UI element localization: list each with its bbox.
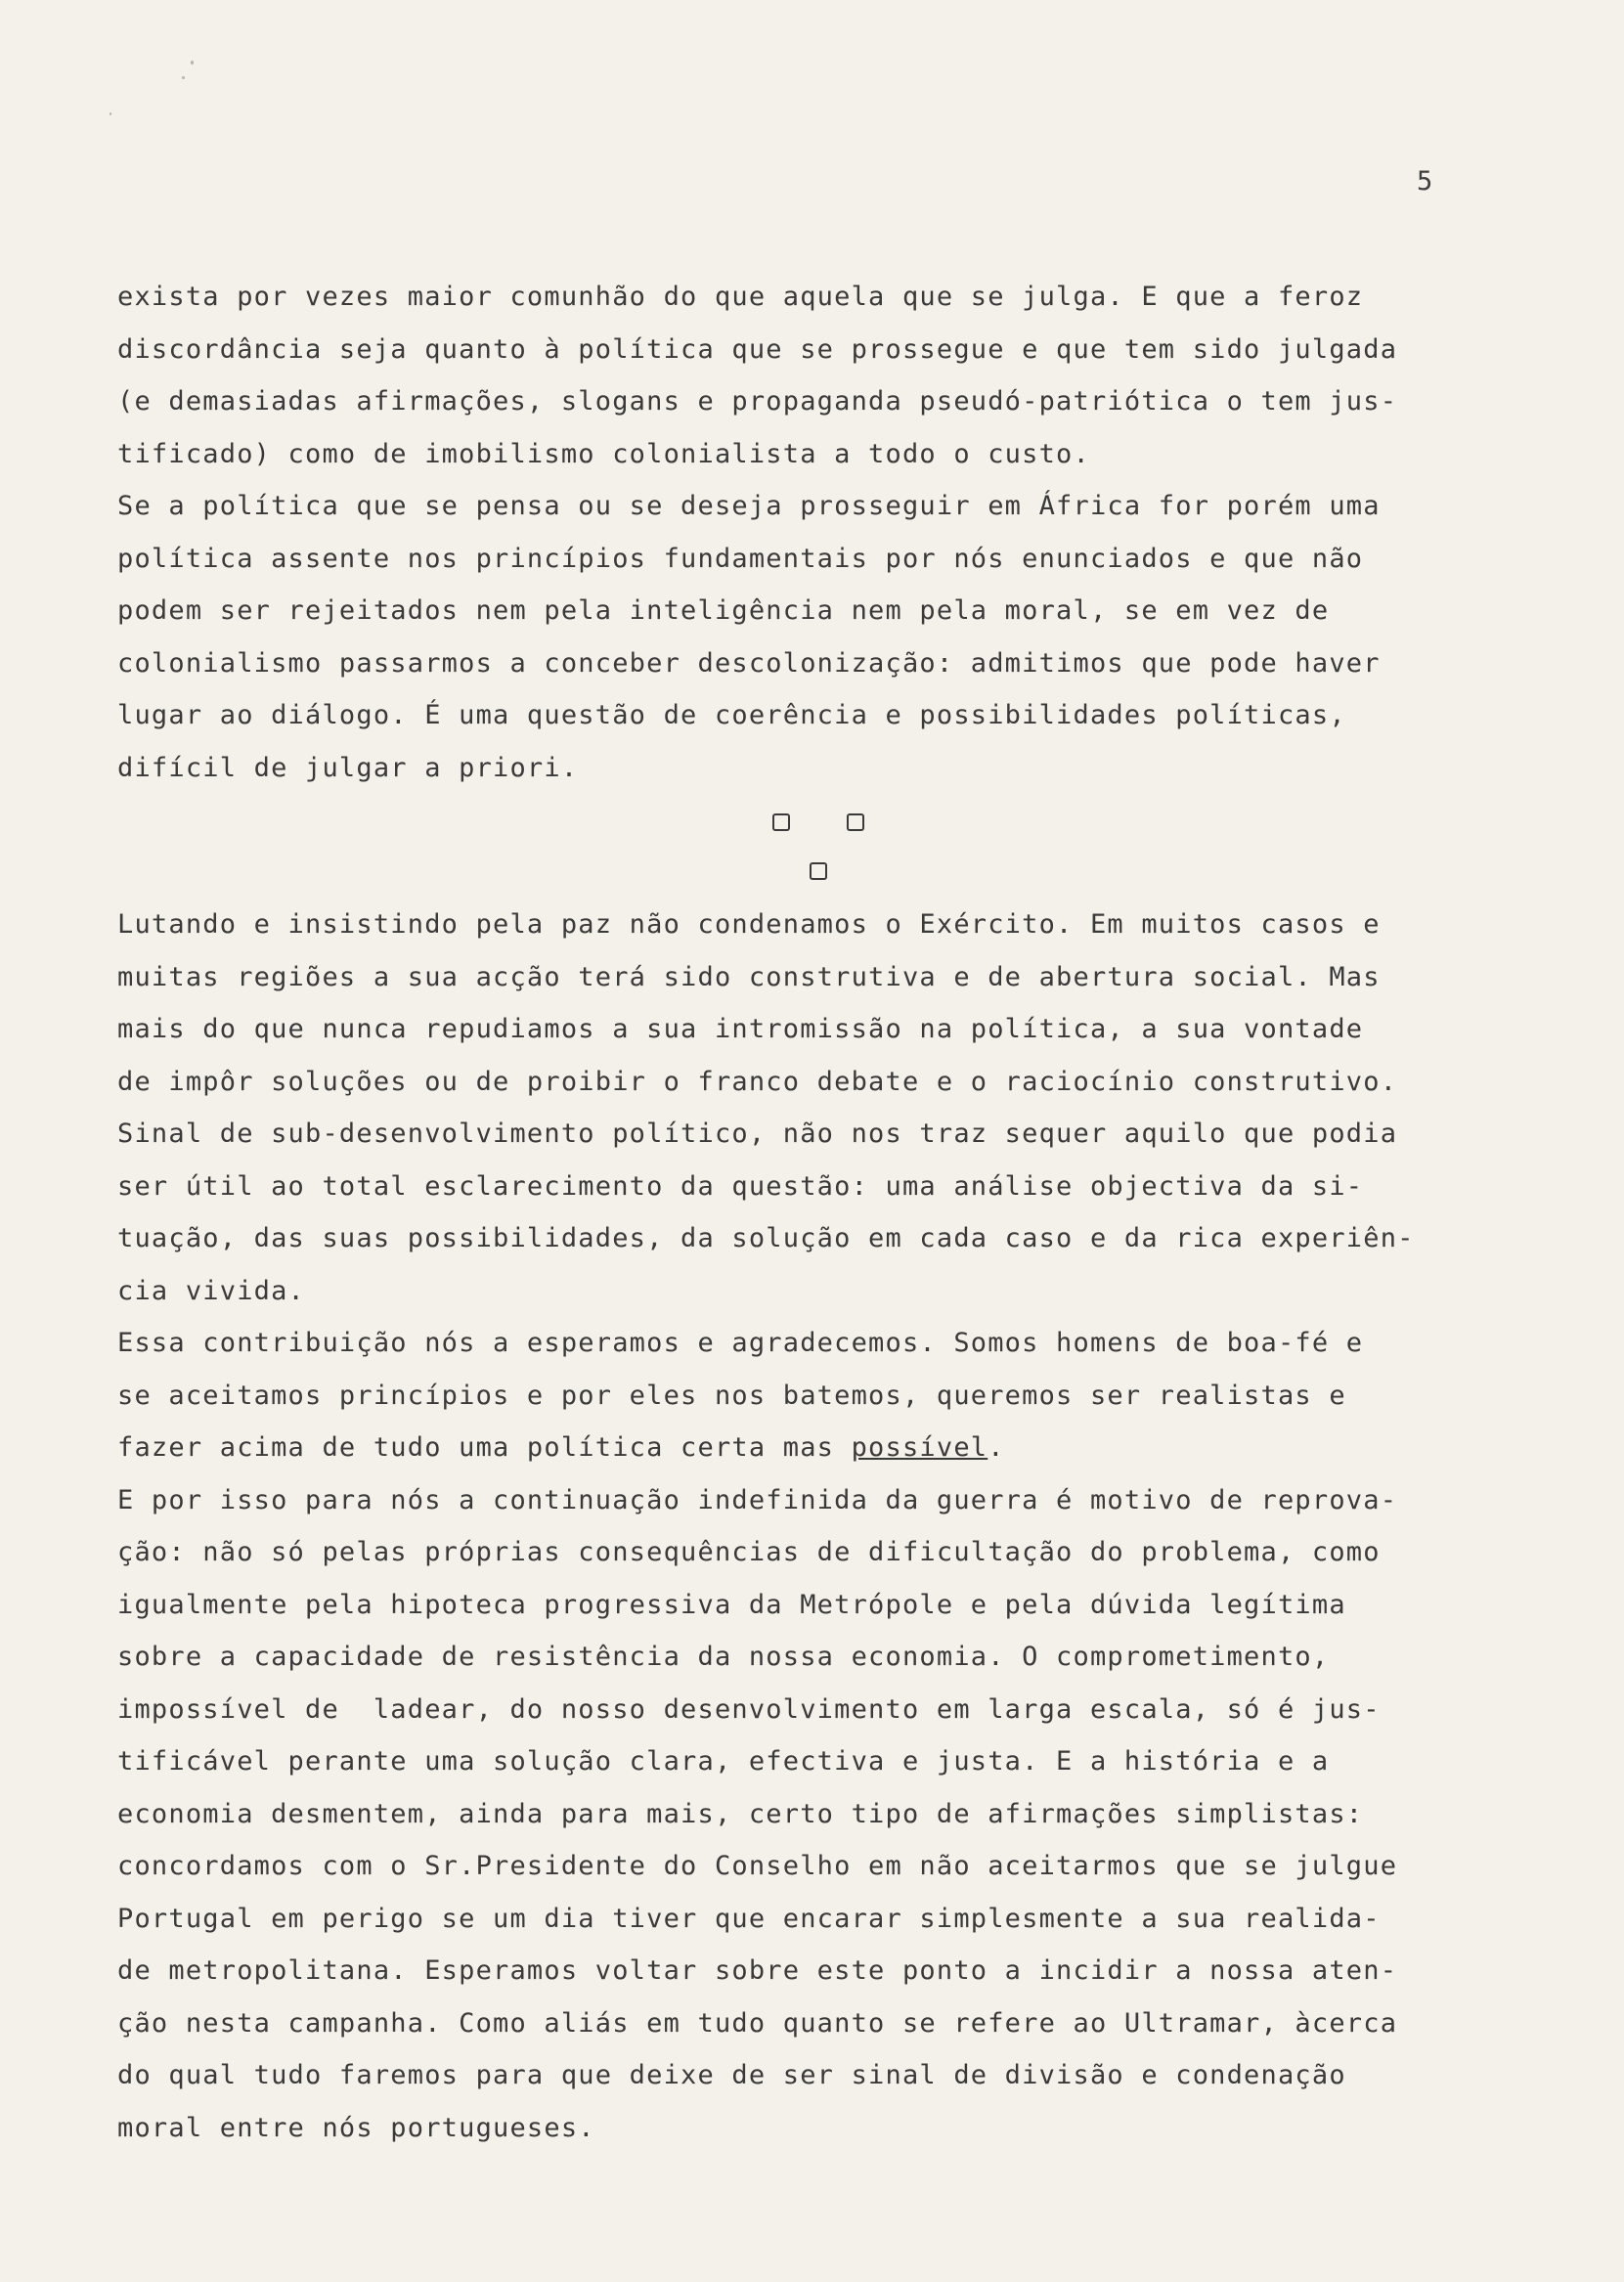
- section-separator: [772, 802, 860, 890]
- text-line: Sinal de sub-desenvolvimento político, não nos traz sequer aquilo que podia: [117, 1119, 1398, 1149]
- text-line: economia desmentem, ainda para mais, certo tipo de afirmações simplistas:: [117, 1798, 1364, 1829]
- text-line: do qual tudo faremos para que deixe de ser sinal de divisão e condenação: [117, 2060, 1346, 2090]
- text-line: ção nesta campanha. Como aliás em tudo quanto se refere ao Ultramar, àcerca: [117, 2007, 1398, 2039]
- text-line: muitas regiões a sua acção terá sido construtiva e de abertura social. Mas: [117, 961, 1381, 992]
- text-line: discordância seja quanto à política que se prossegue e que tem sido julgada: [117, 333, 1398, 365]
- text-fragment: fazer acima de tudo uma política certa mas: [117, 1432, 852, 1463]
- text-line: E por isso para nós a continuação indefinida da guerra é motivo de reprova-: [117, 1484, 1398, 1515]
- text-line: impossível de ladear, do nosso desenvolvimento em larga escala, só é jus-: [117, 1693, 1381, 1725]
- text-line: Portugal em perigo se um dia tiver que encarar simplesmente a sua realida-: [117, 1903, 1381, 1934]
- text-line: moral entre nós portugueses.: [117, 2112, 595, 2143]
- text-line: concordamos com o Sr.Presidente do Conselho em não aceitarmos que se julgue: [117, 1851, 1398, 1881]
- paragraph-2: [117, 899, 1555, 1474]
- text-line: Essa contribuição nós a esperamos e agradecemos. Somos homens de boa-fé e: [117, 1328, 1364, 1358]
- text-line: de metropolitana. Esperamos voltar sobre este ponto a incidir a nossa aten-: [117, 1955, 1398, 1986]
- text-line: tificável perante uma solução clara, efectiva e justa. E a história e a: [117, 1746, 1330, 1777]
- text-line: igualmente pela hipoteca progressiva da Metrópole e pela dúvida legítima: [117, 1589, 1346, 1620]
- paper-speck: [110, 112, 111, 115]
- separator-mark: [772, 813, 790, 831]
- text-line: ção: não só pelas próprias consequências de dificultação do problema, como: [117, 1537, 1381, 1567]
- text-line: tificado) como de imobilismo colonialista a todo o custo.: [117, 438, 1090, 469]
- page-number: 5: [1417, 166, 1433, 197]
- text-line: lugar ao diálogo. É uma questão de coerência e possibilidades políticas,: [117, 700, 1346, 730]
- underlined-word: possível: [851, 1432, 988, 1463]
- text-line: (e demasiadas afirmações, slogans e propaganda pseudó-patriótica o tem jus-: [117, 386, 1398, 417]
- text-line: se aceitamos princípios e por eles nos batemos, queremos ser realistas e: [117, 1380, 1346, 1411]
- paragraph-1: [117, 271, 1555, 794]
- text-line: tuação, das suas possibilidades, da solução em cada caso e da rica experiên-: [117, 1223, 1415, 1253]
- text-line: ser útil ao total esclarecimento da questão: uma análise objectiva da si-: [117, 1170, 1364, 1202]
- text-line: [117, 1422, 1555, 1474]
- text-line: cia vivida.: [117, 1275, 306, 1306]
- text-line: Se a política que se pensa ou se deseja prosseguir em África for porém uma: [117, 491, 1381, 521]
- paper-speck: [191, 61, 194, 65]
- text-line: de impôr soluções ou de proibir o franco debate e o raciocínio construtivo.: [117, 1066, 1398, 1097]
- text-line: difícil de julgar a priori.: [117, 752, 579, 783]
- paper-speck: [182, 76, 185, 79]
- text-line: política assente nos princípios fundamentais por nós enunciados e que não: [117, 543, 1364, 574]
- text-line: exista por vezes maior comunhão do que aquela que se julga. E que a feroz: [117, 282, 1364, 312]
- separator-mark: [810, 862, 827, 880]
- text-line: sobre a capacidade de resistência da nossa economia. O comprometimento,: [117, 1642, 1330, 1672]
- text-line: podem ser rejeitados nem pela inteligência nem pela moral, se em vez de: [117, 595, 1330, 626]
- separator-mark: [847, 813, 864, 831]
- text-line: colonialismo passarmos a conceber descolonização: admitimos que pode haver: [117, 647, 1381, 679]
- body-text: [117, 271, 1555, 2154]
- paragraph-3: [117, 1474, 1555, 2155]
- text-fragment: .: [988, 1432, 1005, 1463]
- text-line: mais do que nunca repudiamos a sua intromissão na política, a sua vontade: [117, 1014, 1364, 1044]
- text-line: Lutando e insistindo pela paz não condenamos o Exército. Em muitos casos e: [117, 909, 1381, 940]
